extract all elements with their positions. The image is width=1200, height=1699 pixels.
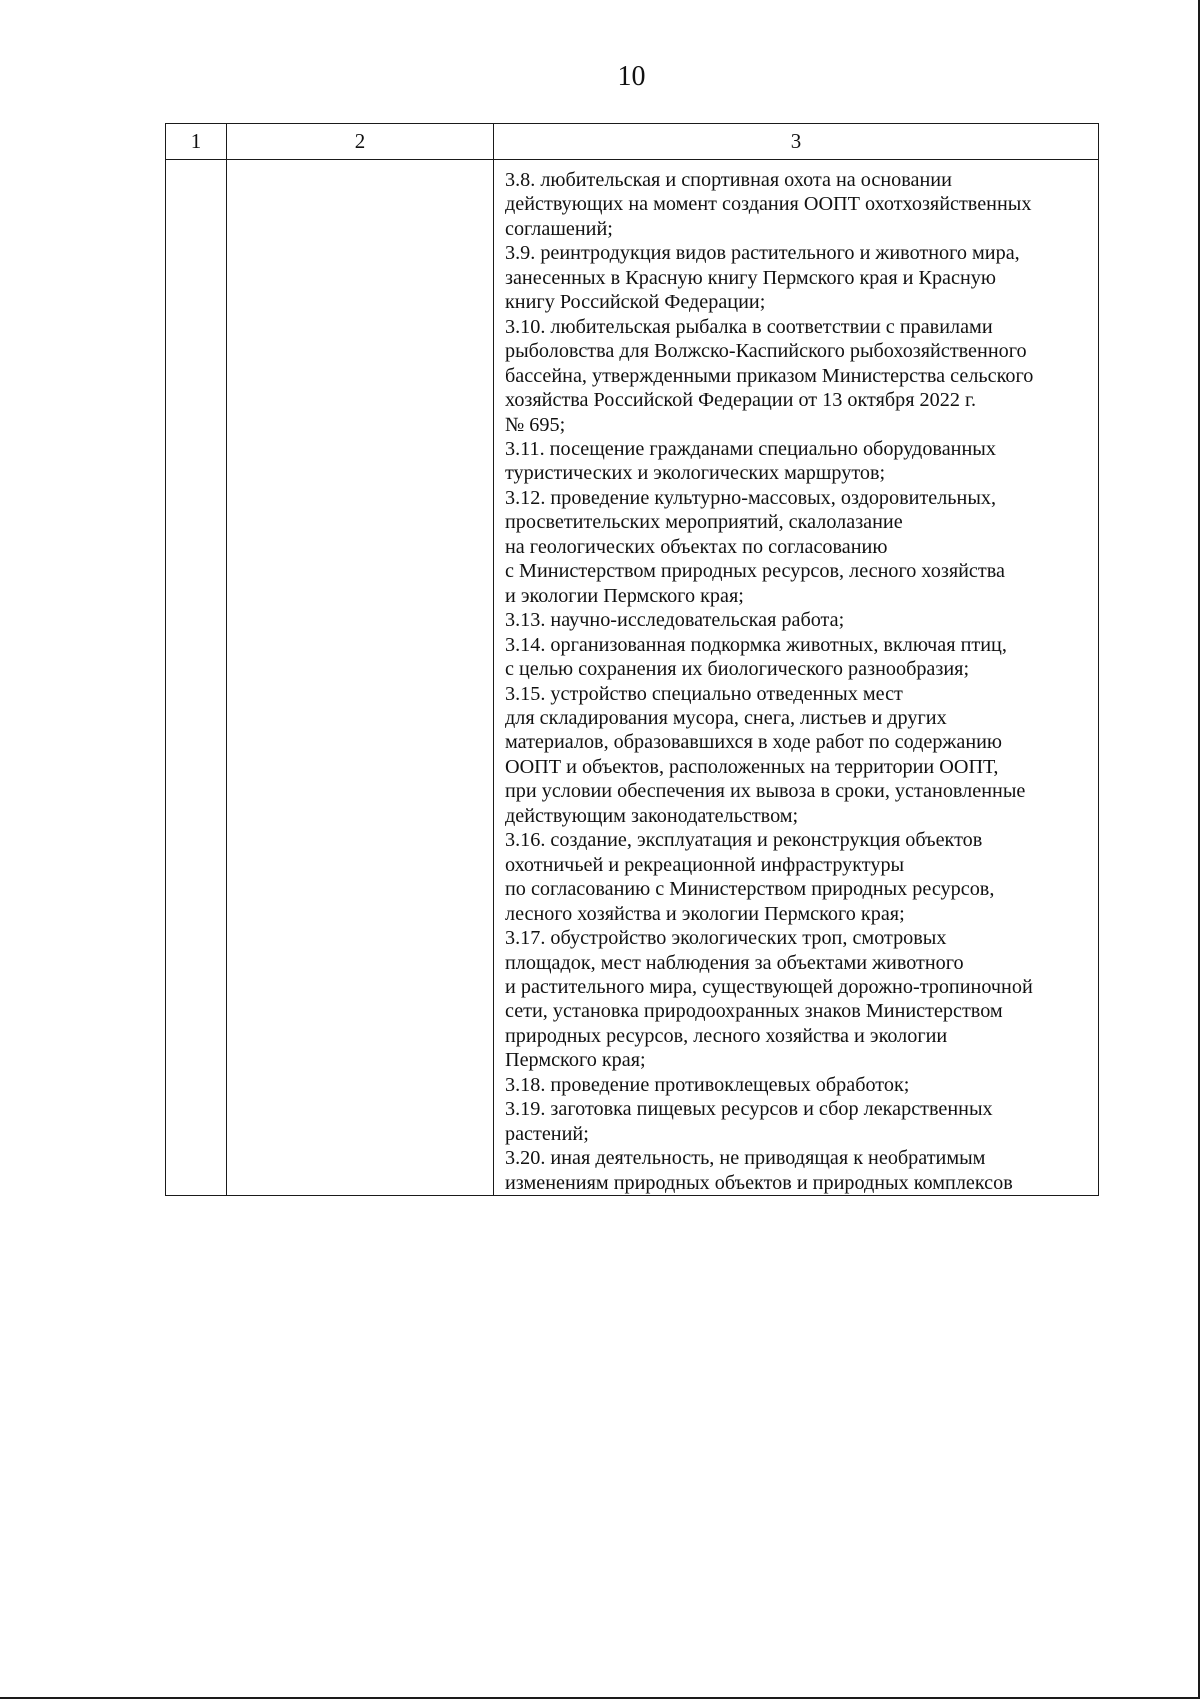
page-number: 10	[617, 61, 646, 92]
activity-text-line: сети, установка природоохранных знаков Министерством	[505, 1000, 1003, 1023]
activity-text-line: занесенных в Красную книгу Пермского края и Красную	[505, 266, 996, 289]
activity-text-line: 3.16. создание, эксплуатация и реконструкция объектов	[505, 829, 983, 852]
activity-text-line: по согласованию с Министерством природных ресурсов,	[505, 878, 995, 901]
activity-text-line: 3.8. любительская и спортивная охота на основании	[505, 169, 952, 191]
activity-text-line: для складирования мусора, снега, листьев и других	[505, 706, 947, 729]
column-header-1: 1	[166, 124, 227, 160]
activity-text-line: и растительного мира, существующей дорожно-тропиночной	[505, 975, 1033, 998]
activity-text-line: природных ресурсов, лесного хозяйства и экологии	[505, 1024, 948, 1047]
activity-text-line: 3.10. любительская рыбалка в соответствии с правилами	[505, 315, 993, 338]
activity-text-line: 3.18. проведение противоклещевых обработок;	[505, 1073, 910, 1096]
table-cell-col3	[494, 160, 1099, 1196]
activity-text-line: соглашений;	[505, 217, 613, 240]
activity-text-line: 3.12. проведение культурно-массовых, оздоровительных,	[505, 486, 997, 509]
activity-text-line: 3.13. научно-исследовательская работа;	[505, 609, 845, 632]
document-table	[165, 123, 1099, 1196]
column-header-3: 3	[494, 124, 1099, 160]
table-cell-col1	[166, 160, 227, 1196]
activity-text-line: с целью сохранения их биологического разнообразия;	[505, 658, 970, 681]
column-header-2: 2	[227, 124, 494, 160]
activity-text-line: действующим законодательством;	[505, 804, 799, 827]
activity-text-line: на геологических объектах по согласованию	[505, 535, 888, 558]
activity-text-line: 3.17. обустройство экологических троп, смотровых	[505, 927, 947, 950]
activity-text-line: просветительских мероприятий, скалолазание	[505, 511, 903, 534]
table-header-row	[166, 124, 1099, 160]
activity-text-line: № 695;	[505, 413, 566, 436]
activity-text-line: действующих на момент создания ООПТ охотхозяйственных	[505, 193, 1032, 216]
activity-text-line: 3.14. организованная подкормка животных, включая птиц,	[505, 633, 1007, 656]
activity-text-line: книгу Российской Федерации;	[505, 291, 766, 314]
activity-text-line: с Министерством природных ресурсов, лесного хозяйства	[505, 560, 1005, 583]
activity-text-line: хозяйства Российской Федерации от 13 октября 2022 г.	[505, 389, 977, 412]
activity-text-line: изменениям природных объектов и природных комплексов	[505, 1171, 1013, 1194]
activity-text-line: лесного хозяйства и экологии Пермского края;	[505, 902, 905, 925]
activity-text-line: площадок, мест наблюдения за объектами животного	[505, 951, 964, 974]
activity-text-line: охотничьей и рекреационной инфраструктуры	[505, 853, 905, 876]
activity-text-line: рыболовства для Волжско-Каспийского рыбохозяйственного	[505, 340, 1027, 363]
activity-text-line: растений;	[505, 1122, 589, 1145]
activity-text-line: при условии обеспечения их вывоза в сроки, установленные	[505, 780, 1026, 803]
activity-text-line: 3.20. иная деятельность, не приводящая к необратимым	[505, 1147, 986, 1170]
activity-text-line: туристических и экологических маршрутов;	[505, 462, 886, 485]
activity-text-line: и экологии Пермского края;	[505, 584, 744, 607]
activity-text-line: Пермского края;	[505, 1049, 646, 1072]
activity-text-line: бассейна, утвержденными приказом Министерства сельского	[505, 364, 1034, 387]
table-cell-col2	[227, 160, 494, 1196]
activity-text-line: материалов, образовавшихся в ходе работ по содержанию	[505, 731, 1003, 754]
activity-list	[494, 160, 1098, 1195]
activity-text-line: 3.11. посещение гражданами специально оборудованных	[505, 437, 996, 460]
activity-text-line: 3.9. реинтродукция видов растительного и животного мира,	[505, 242, 1020, 265]
activity-text-line: ООПТ и объектов, расположенных на территории ООПТ,	[505, 755, 999, 778]
activity-text-line: 3.19. заготовка пищевых ресурсов и сбор лекарственных	[505, 1098, 993, 1121]
activity-text-line: 3.15. устройство специально отведенных мест	[505, 682, 903, 705]
table-row	[166, 160, 1099, 1196]
